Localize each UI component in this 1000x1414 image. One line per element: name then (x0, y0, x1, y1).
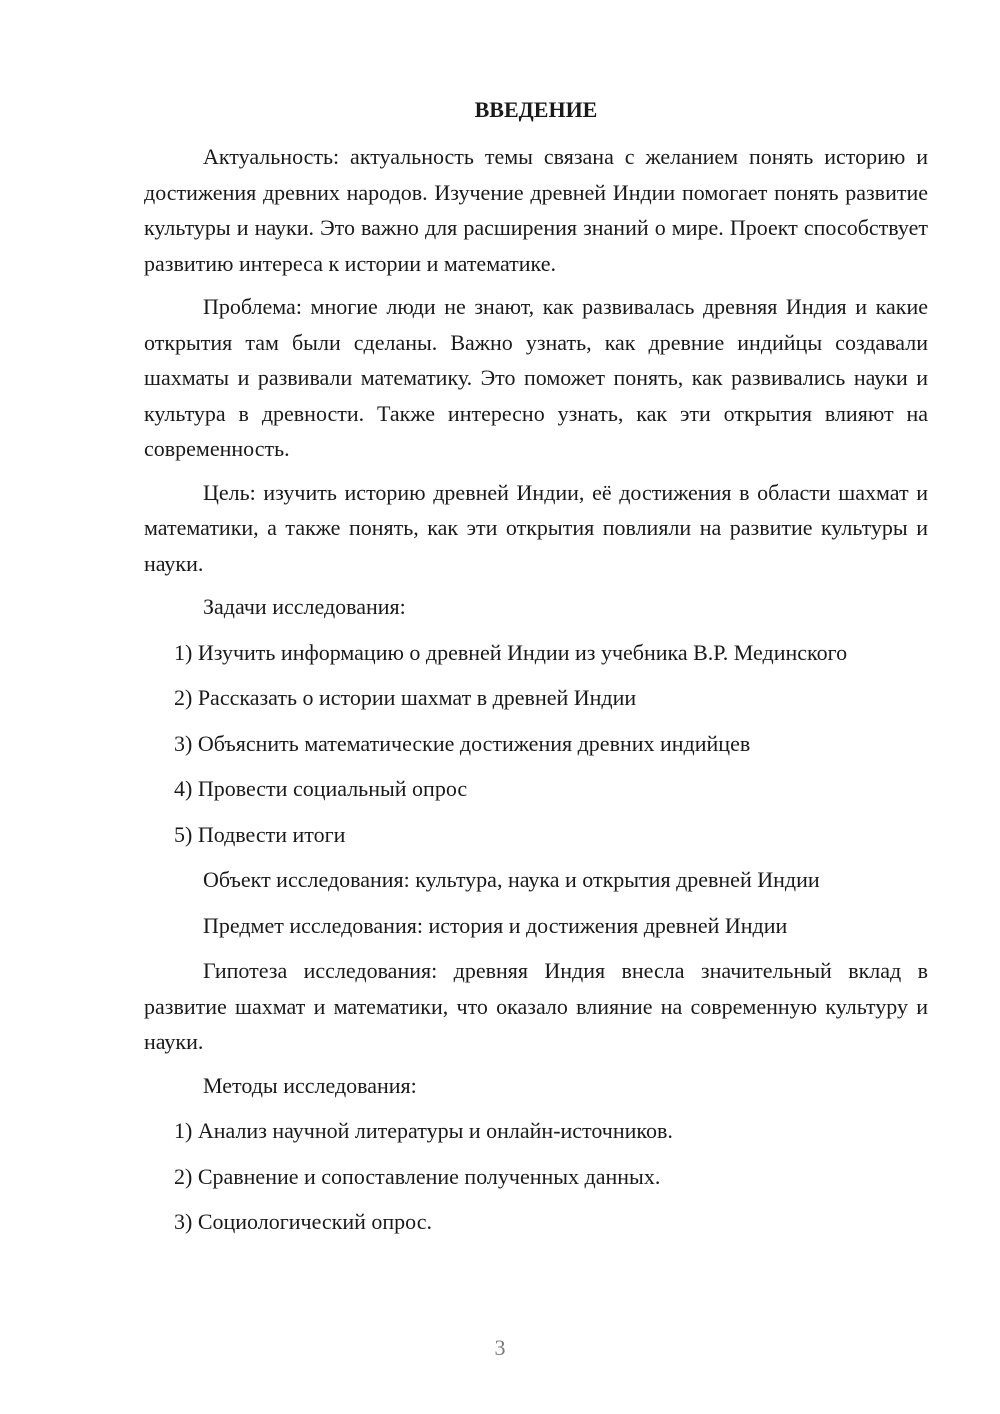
hypothesis-paragraph: Гипотеза исследования: древняя Индия внесла значительный вклад в развитие шахмат и математики, что оказало влияние на современную культуру и науки. (144, 958, 928, 1054)
research-object: Объект исследования: культура, наука и открытия древней Индии (203, 867, 820, 892)
research-subject: Предмет исследования: история и достижения древней Индии (203, 912, 788, 938)
page-number: 3 (494, 1335, 506, 1360)
goal-paragraph: Цель: изучить историю древней Индии, её достижения в области шахмат и математики, а также понять, как эти открытия повлияли на развитие культуры и науки. (144, 479, 928, 576)
problem-paragraph: Проблема: многие люди не знают, как развивалась древняя Индия и какие открытия там были сделаны. Важно узнать, как древние индийцы создавали шахматы и развивали математику. Это поможет понять, как развивались науки и культура в древности. Также интересно узнать, как эти открытия влияют на современность. (144, 294, 928, 461)
task-item: 1) Изучить информацию о древней Индии из учебника В.Р. Мединского (174, 639, 848, 665)
method-item: 2) Сравнение и сопоставление полученных данных. (174, 1163, 661, 1189)
method-item: 1) Анализ научной литературы и онлайн-источников. (174, 1118, 673, 1143)
task-item: 4) Провести социальный опрос (174, 776, 468, 801)
method-item: 3) Социологический опрос. (174, 1209, 432, 1234)
task-item: 2) Рассказать о истории шахмат в древней Индии (174, 685, 637, 710)
relevance-paragraph: Актуальность: актуальность темы связана с желанием понять историю и достижения древних народов. Изучение древней Индии помогает понять развитие культуры и науки. Это важно для расширения знаний о мире. Проект способствует развитию интереса к истории и математике. (144, 144, 928, 276)
methods-heading: Методы исследования: (203, 1072, 417, 1098)
section-heading: ВВЕДЕНИЕ (474, 97, 598, 122)
task-item: 5) Подвести итоги (174, 821, 346, 847)
document-page (144, 94, 928, 1250)
task-item: 3) Объяснить математические достижения древних индийцев (174, 730, 751, 756)
tasks-heading: Задачи исследования: (203, 594, 406, 619)
